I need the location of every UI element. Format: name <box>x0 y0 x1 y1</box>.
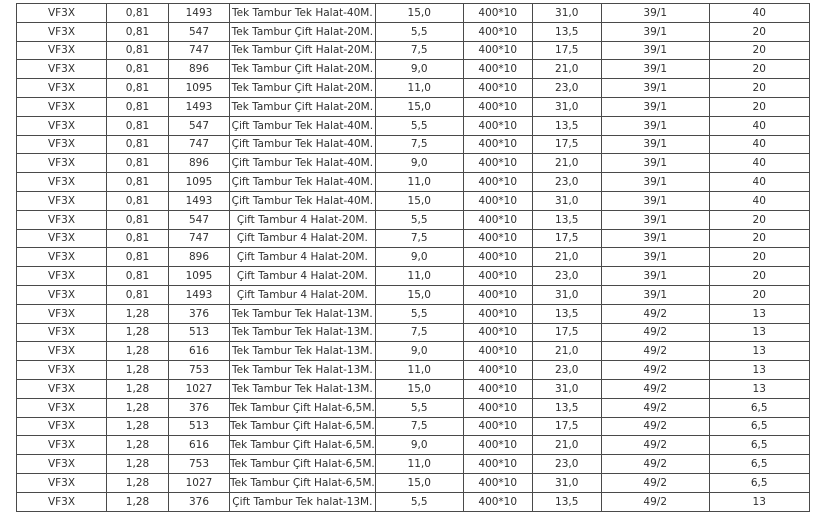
model-cell: VF3X <box>17 492 107 511</box>
lift-height-cell: 13 <box>709 342 809 361</box>
model-cell: VF3X <box>17 4 107 23</box>
lift-height-cell: 13 <box>709 323 809 342</box>
lift-height-cell: 40 <box>709 116 809 135</box>
model-cell: VF3X <box>17 97 107 116</box>
rpm-cell: 513 <box>169 417 230 436</box>
lift-height-cell: 20 <box>709 97 809 116</box>
drum-rope-config-cell: Çift Tambur 4 Halat-20M. <box>230 229 376 248</box>
model-cell: VF3X <box>17 267 107 286</box>
power-cell: 11,0 <box>375 173 463 192</box>
ratio-cell: 39/1 <box>601 210 709 229</box>
ratio-cell: 49/2 <box>601 323 709 342</box>
power-cell: 9,0 <box>375 436 463 455</box>
lift-height-cell: 20 <box>709 60 809 79</box>
ratio-cell: 49/2 <box>601 379 709 398</box>
drum-rope-config-cell: Tek Tambur Tek Halat-13M. <box>230 361 376 380</box>
current-cell: 31,0 <box>532 4 601 23</box>
size-cell: 400*10 <box>463 323 532 342</box>
model-cell: VF3X <box>17 248 107 267</box>
size-cell: 400*10 <box>463 417 532 436</box>
power-cell: 7,5 <box>375 417 463 436</box>
capacity-cell: 0,81 <box>107 285 169 304</box>
capacity-cell: 0,81 <box>107 41 169 60</box>
rpm-cell: 896 <box>169 248 230 267</box>
rpm-cell: 616 <box>169 342 230 361</box>
spec-table-body <box>17 4 810 512</box>
table-row <box>17 173 810 192</box>
capacity-cell: 0,81 <box>107 79 169 98</box>
size-cell: 400*10 <box>463 267 532 286</box>
ratio-cell: 39/1 <box>601 22 709 41</box>
current-cell: 17,5 <box>532 417 601 436</box>
rpm-cell: 1493 <box>169 285 230 304</box>
drum-rope-config-cell: Tek Tambur Tek Halat-13M. <box>230 379 376 398</box>
rpm-cell: 1027 <box>169 473 230 492</box>
ratio-cell: 49/2 <box>601 436 709 455</box>
table-row <box>17 417 810 436</box>
ratio-cell: 39/1 <box>601 191 709 210</box>
table-row <box>17 455 810 474</box>
ratio-cell: 39/1 <box>601 229 709 248</box>
ratio-cell: 39/1 <box>601 116 709 135</box>
current-cell: 31,0 <box>532 473 601 492</box>
size-cell: 400*10 <box>463 379 532 398</box>
power-cell: 5,5 <box>375 398 463 417</box>
current-cell: 21,0 <box>532 154 601 173</box>
lift-height-cell: 20 <box>709 248 809 267</box>
table-row <box>17 398 810 417</box>
rpm-cell: 753 <box>169 455 230 474</box>
lift-height-cell: 40 <box>709 191 809 210</box>
ratio-cell: 39/1 <box>601 285 709 304</box>
lift-height-cell: 6,5 <box>709 473 809 492</box>
lift-height-cell: 40 <box>709 154 809 173</box>
lift-height-cell: 6,5 <box>709 436 809 455</box>
size-cell: 400*10 <box>463 97 532 116</box>
rpm-cell: 747 <box>169 41 230 60</box>
capacity-cell: 1,28 <box>107 473 169 492</box>
model-cell: VF3X <box>17 473 107 492</box>
model-cell: VF3X <box>17 210 107 229</box>
rpm-cell: 1095 <box>169 79 230 98</box>
size-cell: 400*10 <box>463 210 532 229</box>
ratio-cell: 39/1 <box>601 79 709 98</box>
size-cell: 400*10 <box>463 173 532 192</box>
capacity-cell: 1,28 <box>107 417 169 436</box>
rpm-cell: 896 <box>169 60 230 79</box>
lift-height-cell: 20 <box>709 285 809 304</box>
lift-height-cell: 20 <box>709 210 809 229</box>
table-row <box>17 135 810 154</box>
current-cell: 21,0 <box>532 60 601 79</box>
model-cell: VF3X <box>17 191 107 210</box>
ratio-cell: 49/2 <box>601 473 709 492</box>
current-cell: 23,0 <box>532 455 601 474</box>
table-row <box>17 304 810 323</box>
ratio-cell: 39/1 <box>601 154 709 173</box>
power-cell: 5,5 <box>375 22 463 41</box>
model-cell: VF3X <box>17 79 107 98</box>
drum-rope-config-cell: Tek Tambur Çift Halat-20M. <box>230 79 376 98</box>
drum-rope-config-cell: Çift Tambur 4 Halat-20M. <box>230 267 376 286</box>
model-cell: VF3X <box>17 22 107 41</box>
power-cell: 11,0 <box>375 79 463 98</box>
ratio-cell: 39/1 <box>601 248 709 267</box>
power-cell: 7,5 <box>375 323 463 342</box>
power-cell: 15,0 <box>375 97 463 116</box>
table-row <box>17 267 810 286</box>
capacity-cell: 1,28 <box>107 342 169 361</box>
power-cell: 9,0 <box>375 60 463 79</box>
current-cell: 31,0 <box>532 191 601 210</box>
current-cell: 21,0 <box>532 436 601 455</box>
drum-rope-config-cell: Çift Tambur Tek Halat-40M. <box>230 154 376 173</box>
table-row <box>17 361 810 380</box>
capacity-cell: 1,28 <box>107 361 169 380</box>
size-cell: 400*10 <box>463 342 532 361</box>
rpm-cell: 616 <box>169 436 230 455</box>
current-cell: 17,5 <box>532 229 601 248</box>
table-row <box>17 22 810 41</box>
current-cell: 13,5 <box>532 22 601 41</box>
model-cell: VF3X <box>17 154 107 173</box>
size-cell: 400*10 <box>463 398 532 417</box>
drum-rope-config-cell: Tek Tambur Çift Halat-6,5M. <box>230 436 376 455</box>
ratio-cell: 49/2 <box>601 361 709 380</box>
rpm-cell: 547 <box>169 22 230 41</box>
table-row <box>17 248 810 267</box>
drum-rope-config-cell: Çift Tambur Tek Halat-40M. <box>230 116 376 135</box>
capacity-cell: 0,81 <box>107 173 169 192</box>
model-cell: VF3X <box>17 41 107 60</box>
lift-height-cell: 13 <box>709 379 809 398</box>
drum-rope-config-cell: Çift Tambur 4 Halat-20M. <box>230 285 376 304</box>
current-cell: 31,0 <box>532 285 601 304</box>
drum-rope-config-cell: Tek Tambur Çift Halat-6,5M. <box>230 473 376 492</box>
capacity-cell: 0,81 <box>107 22 169 41</box>
capacity-cell: 0,81 <box>107 229 169 248</box>
power-cell: 7,5 <box>375 41 463 60</box>
model-cell: VF3X <box>17 455 107 474</box>
power-cell: 11,0 <box>375 455 463 474</box>
model-cell: VF3X <box>17 116 107 135</box>
size-cell: 400*10 <box>463 436 532 455</box>
size-cell: 400*10 <box>463 492 532 511</box>
current-cell: 17,5 <box>532 41 601 60</box>
size-cell: 400*10 <box>463 361 532 380</box>
capacity-cell: 1,28 <box>107 379 169 398</box>
capacity-cell: 1,28 <box>107 492 169 511</box>
current-cell: 21,0 <box>532 248 601 267</box>
model-cell: VF3X <box>17 135 107 154</box>
lift-height-cell: 6,5 <box>709 455 809 474</box>
rpm-cell: 376 <box>169 304 230 323</box>
current-cell: 23,0 <box>532 79 601 98</box>
current-cell: 17,5 <box>532 323 601 342</box>
size-cell: 400*10 <box>463 304 532 323</box>
model-cell: VF3X <box>17 361 107 380</box>
rpm-cell: 1095 <box>169 267 230 286</box>
rpm-cell: 547 <box>169 116 230 135</box>
rpm-cell: 1095 <box>169 173 230 192</box>
capacity-cell: 0,81 <box>107 248 169 267</box>
ratio-cell: 49/2 <box>601 492 709 511</box>
capacity-cell: 0,81 <box>107 60 169 79</box>
drum-rope-config-cell: Tek Tambur Tek Halat-13M. <box>230 323 376 342</box>
rpm-cell: 1493 <box>169 191 230 210</box>
current-cell: 21,0 <box>532 342 601 361</box>
lift-height-cell: 20 <box>709 22 809 41</box>
power-cell: 9,0 <box>375 154 463 173</box>
capacity-cell: 0,81 <box>107 267 169 286</box>
current-cell: 17,5 <box>532 135 601 154</box>
table-row <box>17 210 810 229</box>
size-cell: 400*10 <box>463 473 532 492</box>
capacity-cell: 1,28 <box>107 455 169 474</box>
ratio-cell: 39/1 <box>601 97 709 116</box>
lift-height-cell: 20 <box>709 229 809 248</box>
power-cell: 5,5 <box>375 116 463 135</box>
size-cell: 400*10 <box>463 191 532 210</box>
capacity-cell: 1,28 <box>107 304 169 323</box>
table-row <box>17 492 810 511</box>
lift-height-cell: 13 <box>709 492 809 511</box>
size-cell: 400*10 <box>463 229 532 248</box>
drum-rope-config-cell: Tek Tambur Tek Halat-40M. <box>230 4 376 23</box>
lift-height-cell: 6,5 <box>709 398 809 417</box>
lift-height-cell: 20 <box>709 79 809 98</box>
capacity-cell: 0,81 <box>107 4 169 23</box>
power-cell: 11,0 <box>375 361 463 380</box>
power-cell: 7,5 <box>375 135 463 154</box>
size-cell: 400*10 <box>463 60 532 79</box>
current-cell: 13,5 <box>532 492 601 511</box>
drum-rope-config-cell: Tek Tambur Çift Halat-20M. <box>230 22 376 41</box>
capacity-cell: 1,28 <box>107 323 169 342</box>
drum-rope-config-cell: Çift Tambur Tek Halat-40M. <box>230 135 376 154</box>
table-row <box>17 379 810 398</box>
lift-height-cell: 6,5 <box>709 417 809 436</box>
drum-rope-config-cell: Çift Tambur 4 Halat-20M. <box>230 248 376 267</box>
table-row <box>17 116 810 135</box>
size-cell: 400*10 <box>463 79 532 98</box>
ratio-cell: 39/1 <box>601 267 709 286</box>
size-cell: 400*10 <box>463 154 532 173</box>
rpm-cell: 513 <box>169 323 230 342</box>
ratio-cell: 39/1 <box>601 60 709 79</box>
drum-rope-config-cell: Tek Tambur Tek Halat-13M. <box>230 304 376 323</box>
drum-rope-config-cell: Çift Tambur Tek Halat-40M. <box>230 173 376 192</box>
capacity-cell: 0,81 <box>107 135 169 154</box>
rpm-cell: 376 <box>169 492 230 511</box>
capacity-cell: 0,81 <box>107 116 169 135</box>
rpm-cell: 1493 <box>169 4 230 23</box>
model-cell: VF3X <box>17 379 107 398</box>
ratio-cell: 39/1 <box>601 135 709 154</box>
power-cell: 15,0 <box>375 473 463 492</box>
current-cell: 13,5 <box>532 116 601 135</box>
ratio-cell: 49/2 <box>601 398 709 417</box>
table-row <box>17 342 810 361</box>
ratio-cell: 49/2 <box>601 304 709 323</box>
power-cell: 15,0 <box>375 379 463 398</box>
power-cell: 15,0 <box>375 191 463 210</box>
lift-height-cell: 13 <box>709 361 809 380</box>
current-cell: 13,5 <box>532 304 601 323</box>
ratio-cell: 49/2 <box>601 342 709 361</box>
table-row <box>17 154 810 173</box>
size-cell: 400*10 <box>463 41 532 60</box>
model-cell: VF3X <box>17 173 107 192</box>
drum-rope-config-cell: Tek Tambur Çift Halat-6,5M. <box>230 455 376 474</box>
table-row <box>17 473 810 492</box>
rpm-cell: 376 <box>169 398 230 417</box>
model-cell: VF3X <box>17 304 107 323</box>
table-row <box>17 323 810 342</box>
power-cell: 5,5 <box>375 304 463 323</box>
current-cell: 23,0 <box>532 173 601 192</box>
lift-height-cell: 13 <box>709 304 809 323</box>
drum-rope-config-cell: Tek Tambur Çift Halat-6,5M. <box>230 417 376 436</box>
capacity-cell: 0,81 <box>107 154 169 173</box>
power-cell: 11,0 <box>375 267 463 286</box>
size-cell: 400*10 <box>463 248 532 267</box>
lift-height-cell: 40 <box>709 173 809 192</box>
table-row <box>17 97 810 116</box>
power-cell: 5,5 <box>375 492 463 511</box>
power-cell: 7,5 <box>375 229 463 248</box>
size-cell: 400*10 <box>463 22 532 41</box>
size-cell: 400*10 <box>463 116 532 135</box>
rpm-cell: 747 <box>169 229 230 248</box>
ratio-cell: 39/1 <box>601 173 709 192</box>
model-cell: VF3X <box>17 285 107 304</box>
capacity-cell: 0,81 <box>107 97 169 116</box>
lift-height-cell: 20 <box>709 267 809 286</box>
drum-rope-config-cell: Tek Tambur Tek Halat-13M. <box>230 342 376 361</box>
current-cell: 31,0 <box>532 379 601 398</box>
rpm-cell: 1493 <box>169 97 230 116</box>
rpm-cell: 747 <box>169 135 230 154</box>
ratio-cell: 49/2 <box>601 417 709 436</box>
capacity-cell: 1,28 <box>107 398 169 417</box>
rpm-cell: 753 <box>169 361 230 380</box>
rpm-cell: 896 <box>169 154 230 173</box>
current-cell: 23,0 <box>532 267 601 286</box>
size-cell: 400*10 <box>463 455 532 474</box>
model-cell: VF3X <box>17 60 107 79</box>
capacity-cell: 1,28 <box>107 436 169 455</box>
model-cell: VF3X <box>17 436 107 455</box>
size-cell: 400*10 <box>463 135 532 154</box>
model-cell: VF3X <box>17 342 107 361</box>
ratio-cell: 39/1 <box>601 41 709 60</box>
table-row <box>17 285 810 304</box>
drum-rope-config-cell: Çift Tambur 4 Halat-20M. <box>230 210 376 229</box>
ratio-cell: 49/2 <box>601 455 709 474</box>
lift-height-cell: 40 <box>709 135 809 154</box>
model-cell: VF3X <box>17 323 107 342</box>
power-cell: 9,0 <box>375 248 463 267</box>
model-cell: VF3X <box>17 229 107 248</box>
capacity-cell: 0,81 <box>107 191 169 210</box>
power-cell: 5,5 <box>375 210 463 229</box>
current-cell: 31,0 <box>532 97 601 116</box>
current-cell: 23,0 <box>532 361 601 380</box>
size-cell: 400*10 <box>463 285 532 304</box>
table-row <box>17 79 810 98</box>
current-cell: 13,5 <box>532 398 601 417</box>
drum-rope-config-cell: Tek Tambur Çift Halat-6,5M. <box>230 398 376 417</box>
power-cell: 15,0 <box>375 285 463 304</box>
current-cell: 13,5 <box>532 210 601 229</box>
power-cell: 9,0 <box>375 342 463 361</box>
ratio-cell: 39/1 <box>601 4 709 23</box>
table-row <box>17 229 810 248</box>
lift-height-cell: 20 <box>709 41 809 60</box>
drum-rope-config-cell: Tek Tambur Çift Halat-20M. <box>230 97 376 116</box>
rpm-cell: 547 <box>169 210 230 229</box>
table-row <box>17 191 810 210</box>
hoist-spec-table <box>16 3 810 512</box>
size-cell: 400*10 <box>463 4 532 23</box>
capacity-cell: 0,81 <box>107 210 169 229</box>
rpm-cell: 1027 <box>169 379 230 398</box>
table-row <box>17 436 810 455</box>
spec-table-container <box>16 3 810 512</box>
model-cell: VF3X <box>17 398 107 417</box>
power-cell: 15,0 <box>375 4 463 23</box>
drum-rope-config-cell: Tek Tambur Çift Halat-20M. <box>230 41 376 60</box>
table-row <box>17 60 810 79</box>
model-cell: VF3X <box>17 417 107 436</box>
drum-rope-config-cell: Çift Tambur Tek Halat-40M. <box>230 191 376 210</box>
drum-rope-config-cell: Çift Tambur Tek halat-13M. <box>230 492 376 511</box>
lift-height-cell: 40 <box>709 4 809 23</box>
table-row <box>17 41 810 60</box>
drum-rope-config-cell: Tek Tambur Çift Halat-20M. <box>230 60 376 79</box>
table-row <box>17 4 810 23</box>
